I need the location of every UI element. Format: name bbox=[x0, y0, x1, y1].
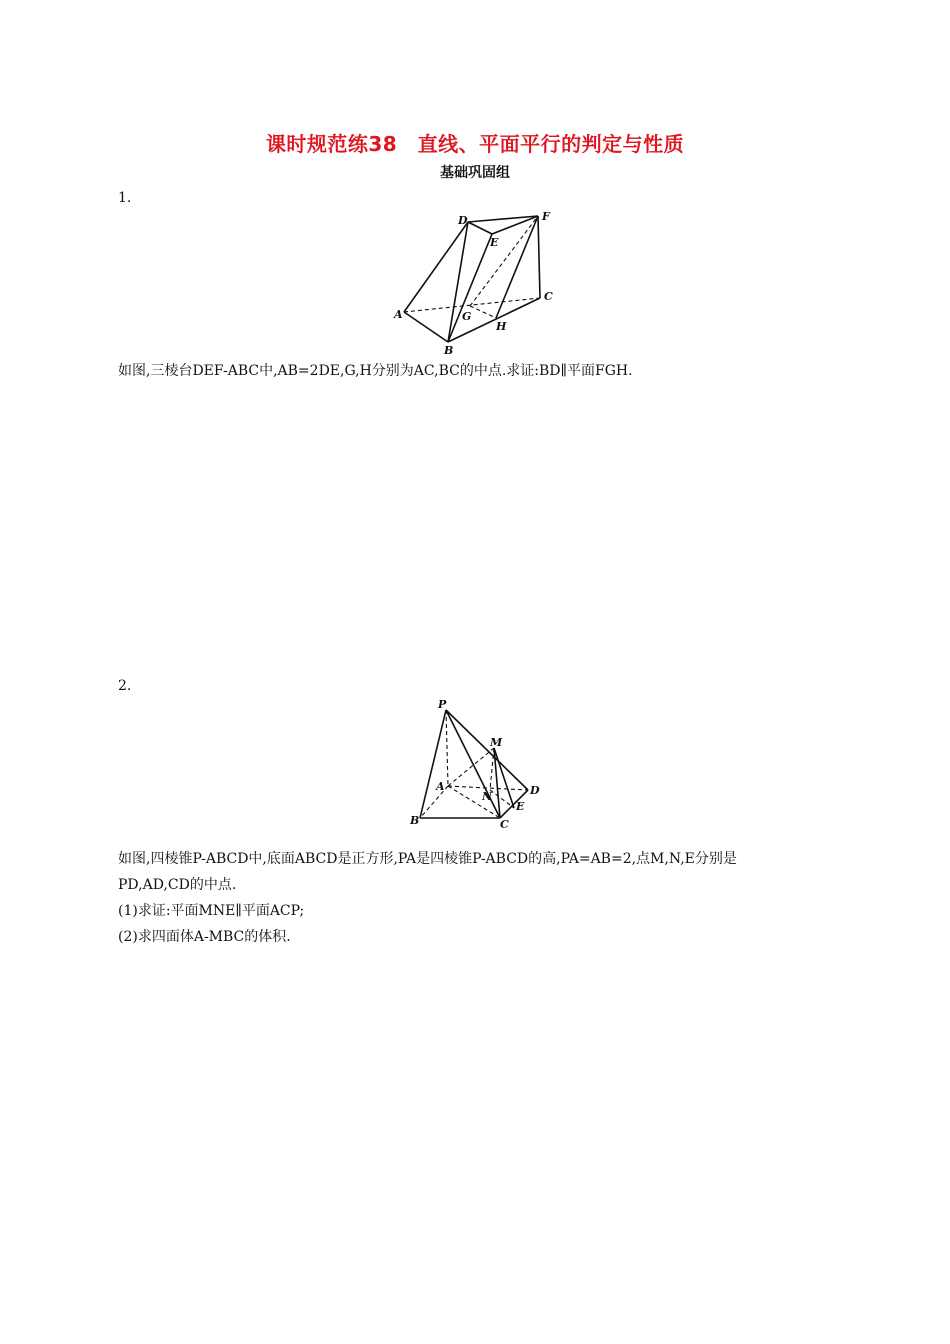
question-2-part-1: (1)求证:平面MNE∥平面ACP; bbox=[118, 903, 305, 919]
label-B: B bbox=[410, 814, 420, 827]
question-1-text: 如图,三棱台DEF-ABC中,AB=2DE,G,H分别为AC,BC的中点.求证:BD∥平面FGH. bbox=[118, 363, 633, 379]
label-C: C bbox=[544, 290, 553, 303]
figure-1-frustum bbox=[390, 208, 570, 358]
question-2-number: 2. bbox=[118, 678, 132, 694]
label-M: M bbox=[490, 736, 503, 749]
label-N: N bbox=[482, 790, 493, 803]
page-title: 课时规范练38 直线、平面平行的判定与性质 bbox=[265, 132, 685, 156]
section-subtitle: 基础巩固组 bbox=[440, 165, 510, 181]
label-D: D bbox=[458, 214, 468, 227]
label-E: E bbox=[490, 236, 499, 249]
label-P: P bbox=[438, 698, 447, 711]
question-2-line-2: PD,AD,CD的中点. bbox=[118, 877, 237, 893]
figure-2-pyramid bbox=[404, 696, 554, 831]
question-1-number: 1. bbox=[118, 190, 132, 206]
question-2-part-2: (2)求四面体A-MBC的体积. bbox=[118, 929, 291, 945]
label-A: A bbox=[436, 780, 445, 793]
label-C: C bbox=[500, 818, 509, 831]
label-D: D bbox=[530, 784, 540, 797]
label-A: A bbox=[394, 308, 403, 321]
label-H: H bbox=[496, 320, 507, 333]
label-G: G bbox=[462, 310, 472, 323]
label-F: F bbox=[542, 210, 550, 223]
label-B: B bbox=[444, 344, 454, 357]
label-E: E bbox=[516, 800, 525, 813]
question-2-line-1: 如图,四棱锥P-ABCD中,底面ABCD是正方形,PA是四棱锥P-ABCD的高,PA=AB=2,点M,N,E分别是 bbox=[118, 851, 737, 867]
